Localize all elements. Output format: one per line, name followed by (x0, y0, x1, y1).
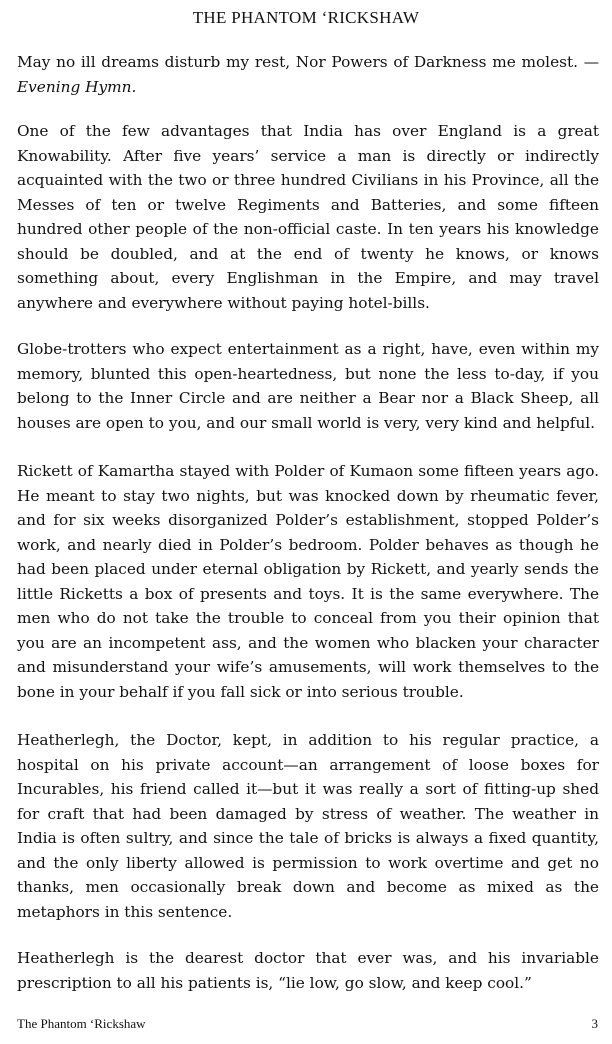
page-number: 3 (591, 1016, 598, 1031)
epigraph (17, 50, 599, 99)
paragraph-2: Globe-trotters who expect entertainment as a right, have, even within my memory, blunted this open-heartedness, but none the less to-day, if you belong to the Inner Circle and are neither a Bear nor a Black Sheep, all houses are open to you, and our small world is very, very kind and helpful. (17, 340, 599, 432)
paragraph-5: Heatherlegh is the dearest doctor that ever was, and his invariable prescription to all his patients is, “lie low, go slow, and keep cool.” (17, 949, 599, 992)
epigraph-text: May no ill dreams disturb my rest, Nor Powers of Darkness me molest. — (17, 53, 599, 71)
epigraph-source: Evening Hymn. (17, 77, 137, 96)
paragraph-1: One of the few advantages that India has over England is a great Knowability. After five years’ service a man is directly or indirectly acquainted with the two or three hundred Civilians in his Province, all the Messes of ten or twelve Regiments and Batteries, and some fifteen hundred other people of the non-official caste. In ten years his knowledge should be doubled, and at the end of twenty he knows, or knows something about, every Englishman in the Empire, and may travel anywhere and everywhere without paying hotel-bills. (17, 122, 599, 312)
running-footer-title: The Phantom ‘Rickshaw (17, 1016, 146, 1031)
paragraph-3: Rickett of Kamartha stayed with Polder of Kumaon some fifteen years ago. He meant to stay two nights, but was knocked down by rheumatic fever, and for six weeks disorganized Polder’s establishment, stopped Polder’s work, and nearly died in Polder’s bedroom. Polder behaves as though he had been placed under eternal obligation by Rickett, and yearly sends the little Ricketts a box of presents and toys. It is the same everywhere. The men who do not take the trouble to conceal from you their opinion that you are an incompetent ass, and the women who blacken your character and misunderstand your wife’s amusements, will work themselves to the bone in your behalf if you fall sick or into serious trouble. (17, 462, 599, 701)
page-title: THE PHANTOM ‘RICKSHAW (192, 8, 420, 27)
paragraph-4: Heatherlegh, the Doctor, kept, in addition to his regular practice, a hospital on his private account—an arrangement of loose boxes for Incurables, his friend called it—but it was really a sort of fitting-up shed for craft that had been damaged by stress of weather. The weather in India is often sultry, and since the tale of bricks is always a fixed quantity, and the only liberty allowed is permission to work overtime and get no thanks, men occasionally break down and become as mixed as the metaphors in this sentence. (17, 731, 599, 921)
body-text (17, 50, 599, 1017)
